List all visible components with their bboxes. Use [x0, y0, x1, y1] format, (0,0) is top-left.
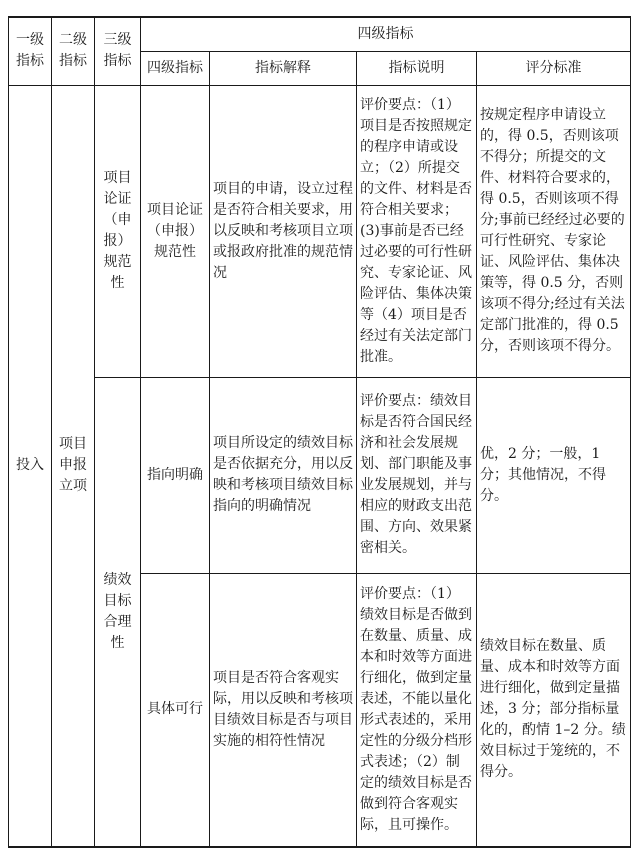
indicator-table [8, 16, 631, 848]
indicator-cell: 具体可行 [141, 573, 210, 847]
header-explanation: 指标解释 [210, 51, 357, 85]
description-cell: 评价要点：（1）项目是否按照规定的程序申请或设立；（2）所提交的文件、材料是否符合相关要求；(3)事前是否已经过必要的可行性研究、专家论证、风险评估、集体决策等（4）项目是否经过有关法定部门批准。 [357, 85, 477, 377]
indicator-cell: 指向明确 [141, 377, 210, 573]
description-cell: 评价要点：绩效目标是否符合国民经济和社会发展规划、部门职能及事业发展规划，并与相应的财政支出范围、方向、效果紧密相关。 [357, 377, 477, 573]
header-level1: 一级指标 [9, 17, 52, 85]
header-standard: 评分标准 [477, 51, 631, 85]
table-row [9, 85, 631, 377]
standard-cell: 优，2 分；一般，1 分；其他情况，不得分。 [477, 377, 631, 573]
standard-cell: 绩效目标在数量、质量、成本和时效等方面进行细化，做到定量描述，3 分；部分指标量化的，酌情 1–2 分。绩效目标过于笼统的，不得分。 [477, 573, 631, 847]
table-row [9, 377, 631, 573]
header-level2: 二级指标 [52, 17, 95, 85]
header-description: 指标说明 [357, 51, 477, 85]
header-level4: 四级指标 [141, 51, 210, 85]
level1-cell: 投入 [9, 85, 52, 847]
explanation-cell: 项目的申请，设立过程是否符合相关要求，用以反映和考核项目立项或报政府批准的规范情况 [210, 85, 357, 377]
header-row-1 [9, 17, 631, 51]
header-level4-group: 四级指标 [141, 17, 631, 51]
description-cell: 评价要点：（1）绩效目标是否做到在数量、质量、成本和时效等方面进行细化，做到定量表述，不能以量化形式表述的，采用定性的分级分档形式表述；（2）制定的绩效目标是否做到符合客观实际，且可操作。 [357, 573, 477, 847]
level3-cell: 绩效目标合理性 [95, 377, 141, 847]
explanation-cell: 项目所设定的绩效目标是否依据充分，用以反映和考核项目绩效目标指向的明确情况 [210, 377, 357, 573]
indicator-cell: 项目论证（申报）规范性 [141, 85, 210, 377]
level3-cell: 项目论证（申报）规范性 [95, 85, 141, 377]
explanation-cell: 项目是否符合客观实际，用以反映和考核项目绩效目标是否与项目实施的相符性情况 [210, 573, 357, 847]
level2-cell: 项目申报立项 [52, 85, 95, 847]
standard-cell: 按规定程序申请设立的，得 0.5，否则该项不得分；所提交的文件、材料符合要求的，得 0.5，否则该项不得分;事前已经经过必要的可行性研究、专家论证、风险评估、集体决策等，得 0.5 分，否则该项不得分;经过有关法定部门批准的，得 0.5 分，否则该项不得分。 [477, 85, 631, 377]
header-level3: 三级指标 [95, 17, 141, 85]
